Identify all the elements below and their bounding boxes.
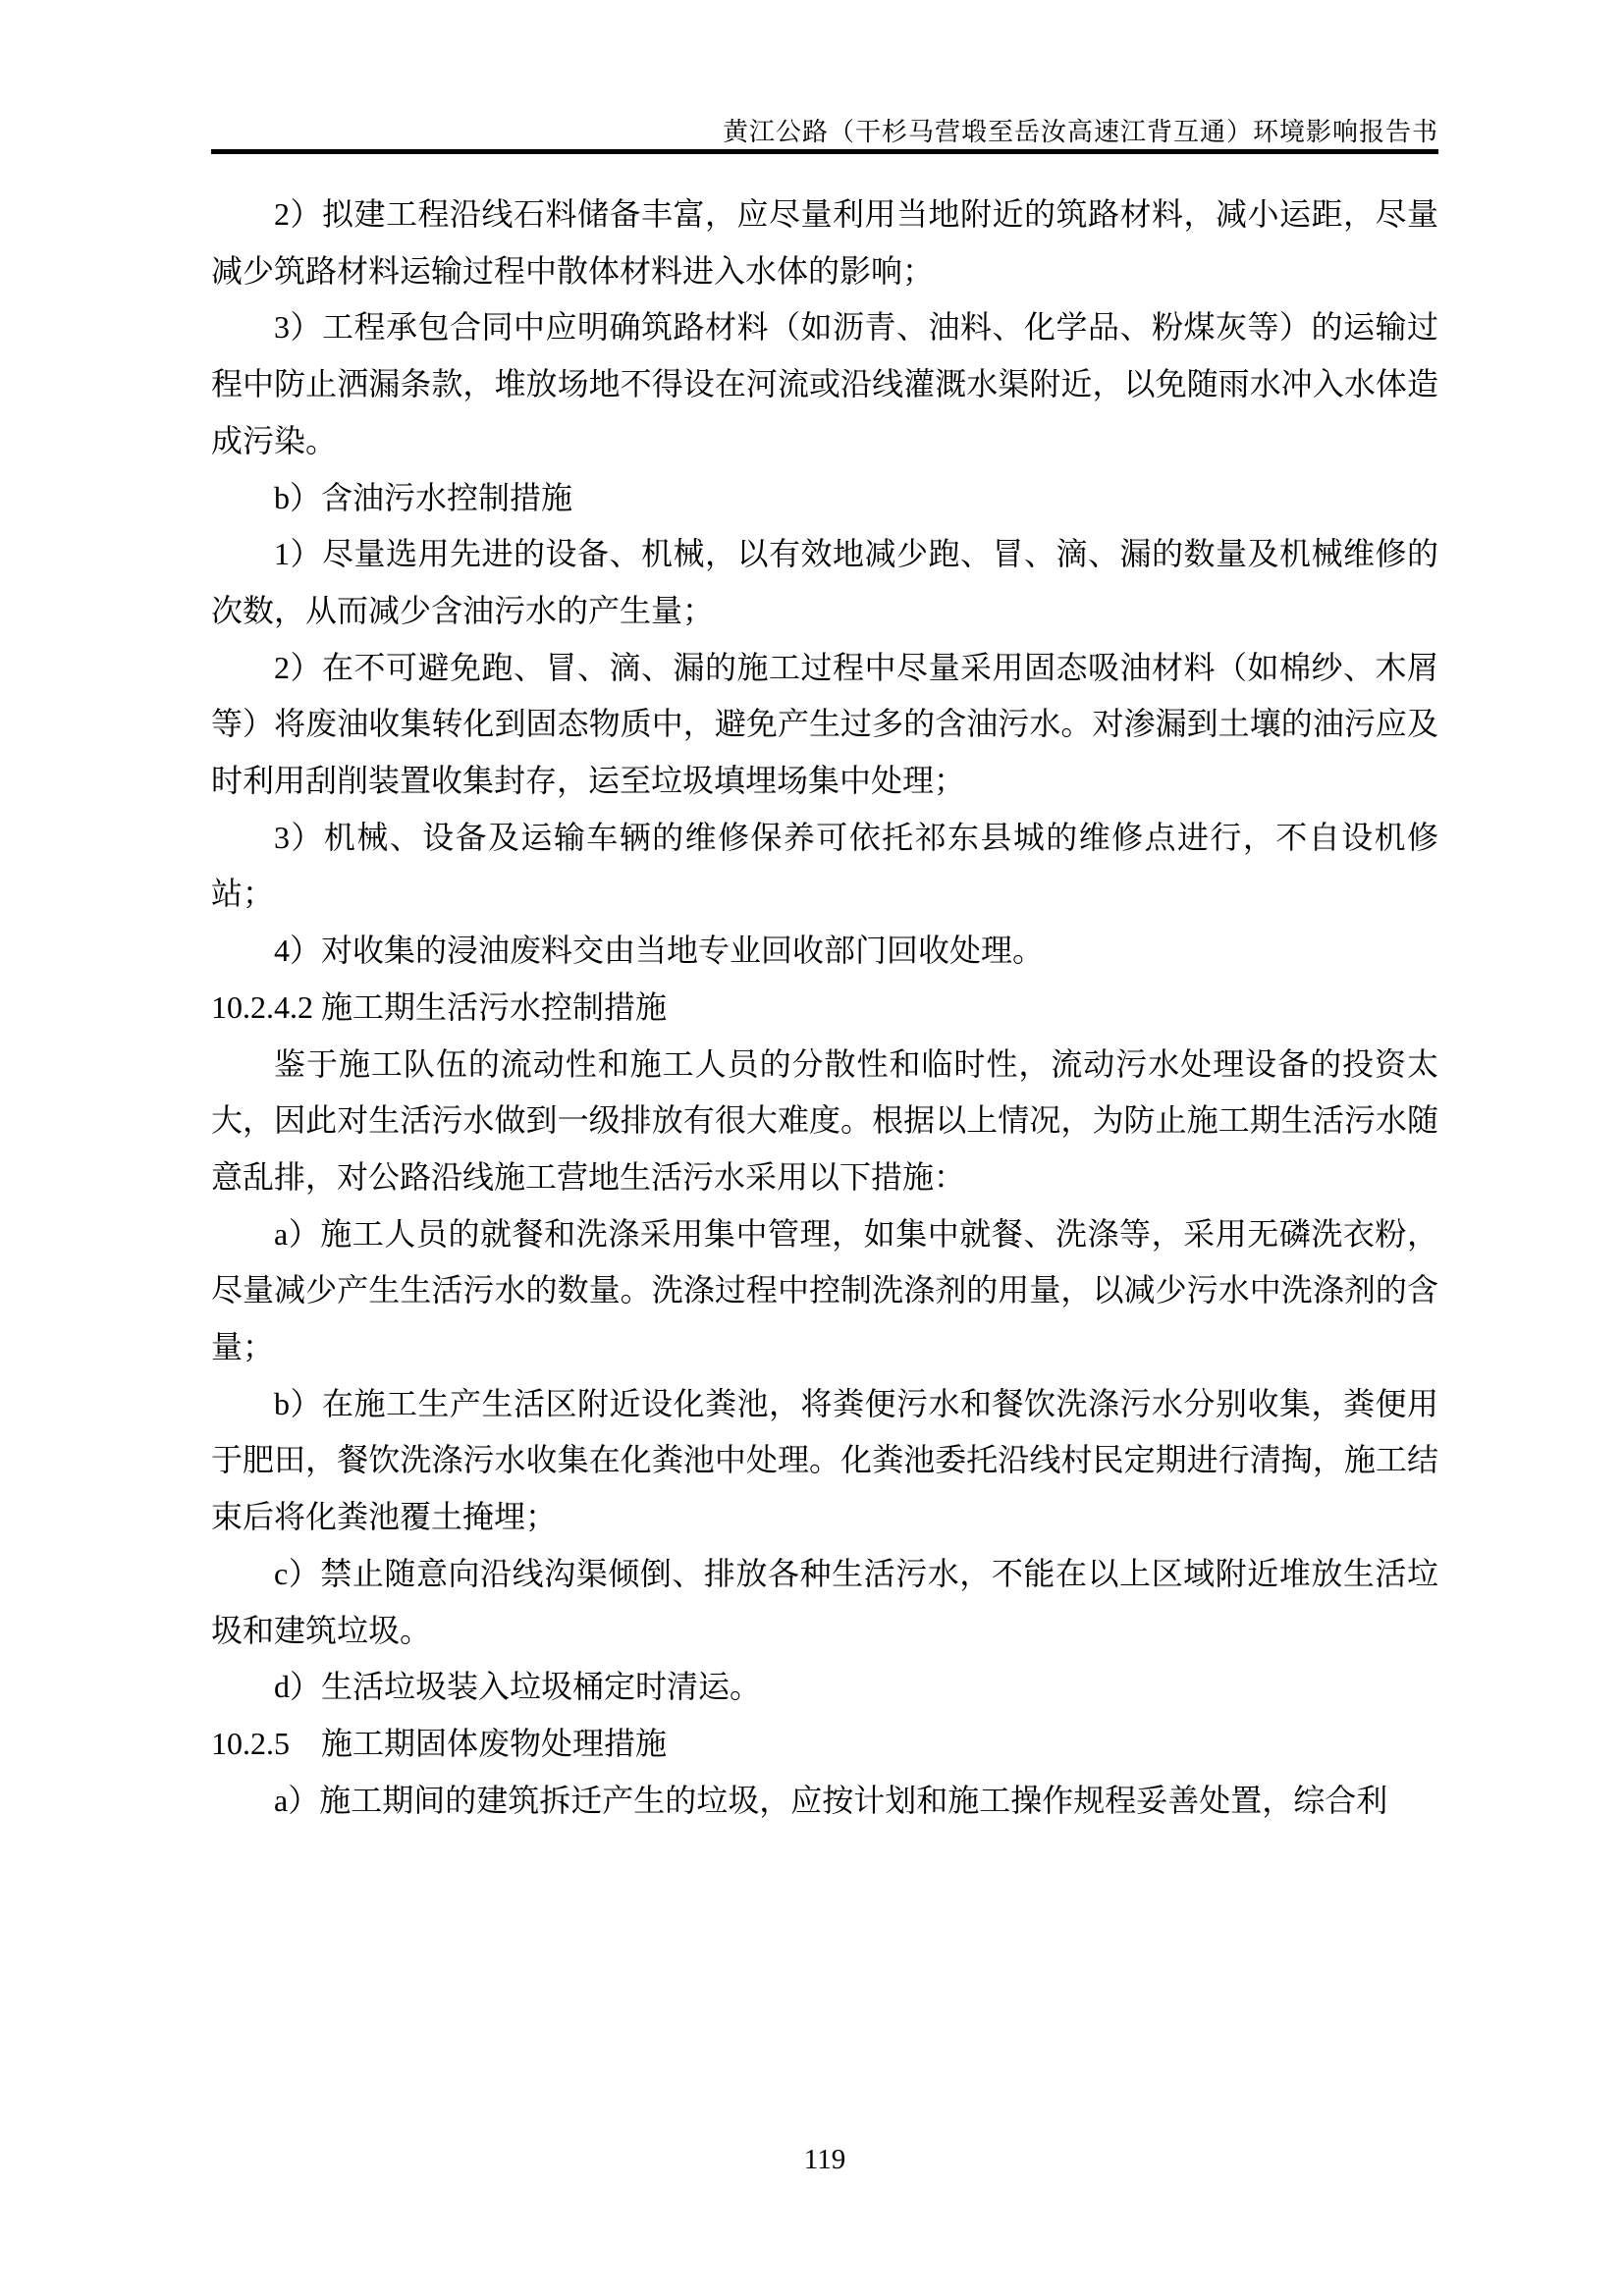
paragraph: a）施工期间的建筑拆迁产生的垃圾，应按计划和施工操作规程妥善处置，综合利 [274, 1782, 1388, 1818]
paragraph: b）在施工生产生活区附近设化粪池，将粪便污水和餐饮洗涤污水分别收集，粪便用于肥田，餐饮洗涤污水收集在化粪池中处理。化粪池委托沿线村民定期进行清掏，施工结束后将化粪池覆土掩埋； [211, 1385, 1438, 1535]
paragraph: 3）工程承包合同中应明确筑路材料（如沥青、油料、化学品、粉煤灰等）的运输过程中防止洒漏条款，堆放场地不得设在河流或沿线灌溉水渠附近，以免随雨水冲入水体造成污染。 [211, 309, 1438, 458]
paragraph: b）含油污水控制措施 [274, 479, 573, 515]
header-rule [211, 149, 1438, 154]
paragraph: 2）拟建工程沿线石料储备丰富，应尽量利用当地附近的筑路材料，减小运距，尽量减少筑路材料运输过程中散体材料进入水体的影响； [211, 196, 1438, 289]
paragraph: 2）在不可避免跑、冒、滴、漏的施工过程中尽量采用固态吸油材料（如棉纱、木屑等）将废油收集转化到固态物质中，避免产生过多的含油污水。对渗漏到土壤的油污应及时利用刮削装置收集封存，运至垃圾填埋场集中处理； [211, 649, 1438, 799]
paragraph: a）施工人员的就餐和洗涤采用集中管理，如集中就餐、洗涤等，采用无磷洗衣粉，尽量减少产生生活污水的数量。洗涤过程中控制洗涤剂的用量，以减少污水中洗涤剂的含量； [211, 1215, 1438, 1365]
section-heading: 10.2.5 施工期固体废物处理措施 [211, 1725, 668, 1761]
paragraph: 鉴于施工队伍的流动性和施工人员的分散性和临时性，流动污水处理设备的投资太大，因此对生活污水做到一级排放有很大难度。根据以上情况，为防止施工期生活污水随意乱排，对公路沿线施工营地生活污水采用以下措施： [211, 1045, 1438, 1195]
paragraph: 3）机械、设备及运输车辆的维修保养可依托祁东县城的维修点进行，不自设机修站； [211, 819, 1438, 912]
paragraph: d）生活垃圾装入垃圾桶定时清运。 [274, 1669, 762, 1705]
report-title: 黄江公路（干杉马营塅至岳汝高速江背互通）环境影响报告书 [722, 118, 1438, 146]
paragraph: 4）对收集的浸油废料交由当地专业回收部门回收处理。 [274, 933, 1045, 969]
section-heading: 10.2.4.2 施工期生活污水控制措施 [211, 988, 668, 1025]
document-body [211, 187, 1438, 1829]
paragraph: 1）尽量选用先进的设备、机械，以有效地减少跑、冒、滴、漏的数量及机械维修的次数，从而减少含油污水的产生量； [211, 536, 1438, 628]
page-number: 119 [803, 2144, 846, 2175]
paragraph: c）禁止随意向沿线沟渠倾倒、排放各种生活污水，不能在以上区域附近堆放生活垃圾和建筑垃圾。 [211, 1555, 1438, 1648]
